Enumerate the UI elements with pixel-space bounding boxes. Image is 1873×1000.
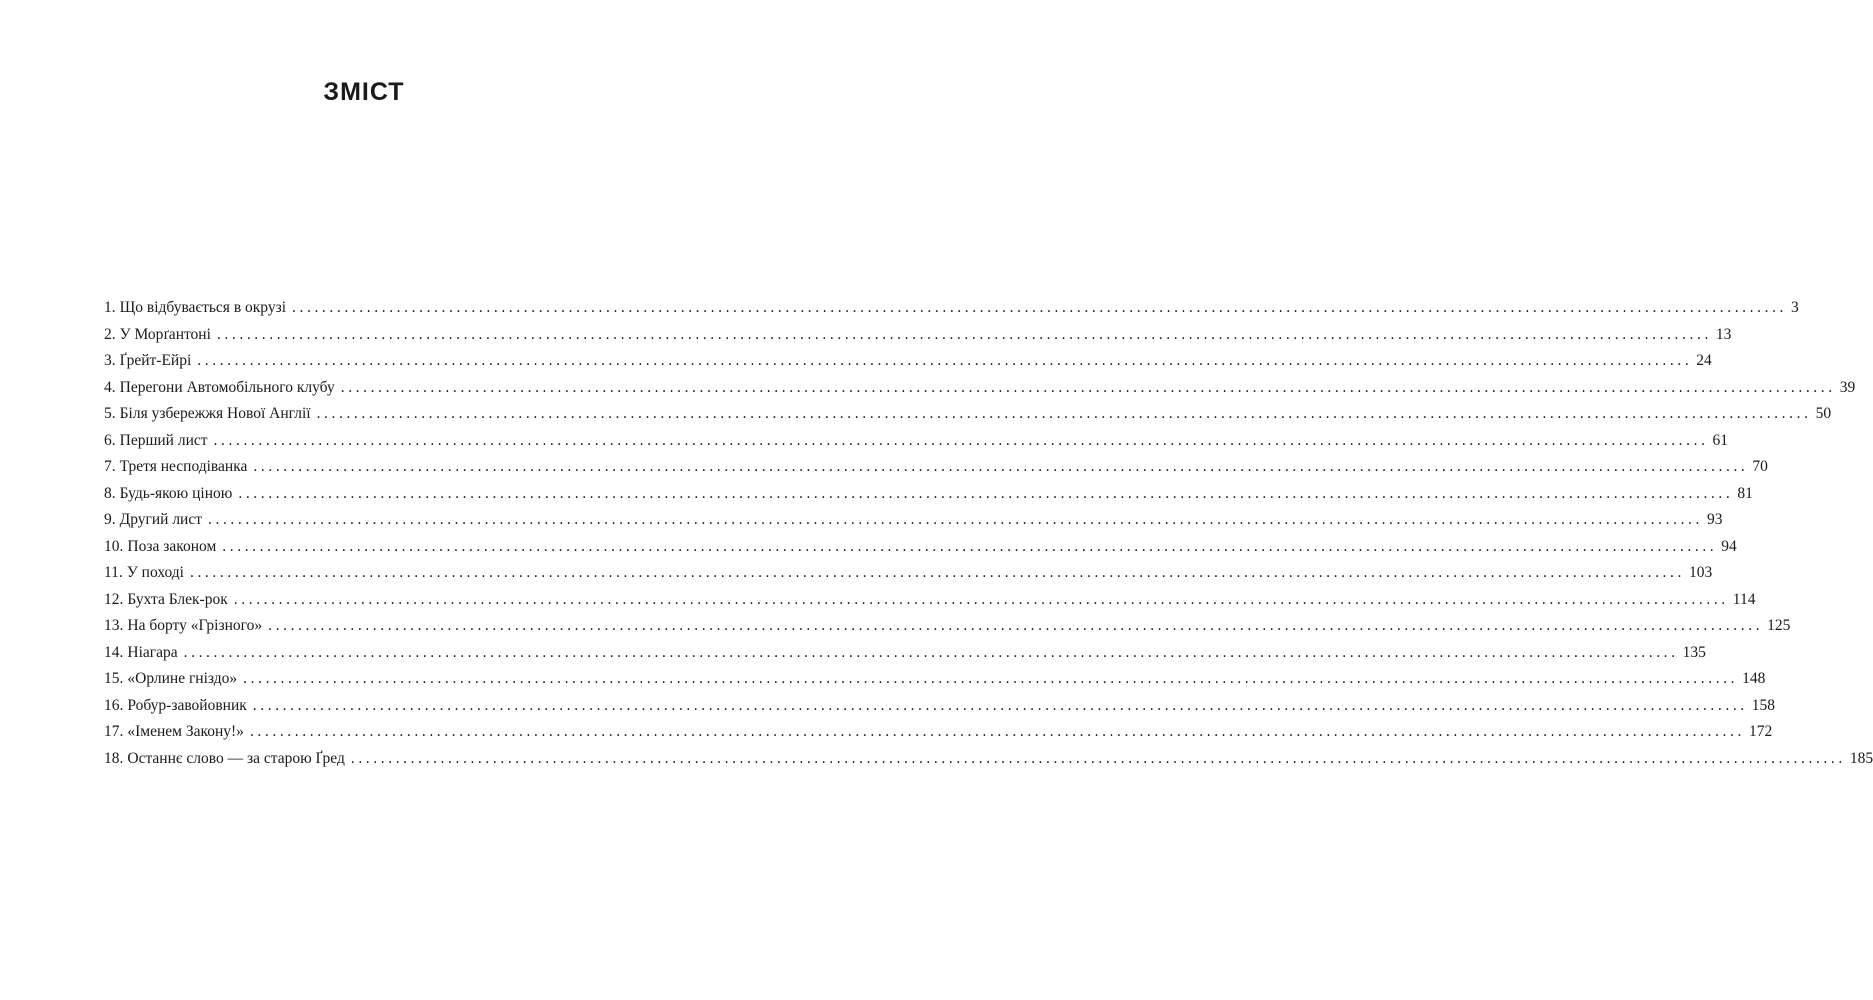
- toc-row-6: [104, 428, 1729, 455]
- toc-leader-dots: ........................................................................................................................................................................................................: [268, 617, 1764, 634]
- toc-entry-page: 93: [1707, 511, 1723, 528]
- toc-entry-title: У Морґантоні: [119, 325, 211, 343]
- toc-entry-page: 24: [1696, 352, 1712, 369]
- toc-row-11: [104, 560, 1713, 587]
- toc-entry-title: Останнє слово — за старою Ґред: [127, 749, 345, 767]
- toc-entry-label: [104, 613, 268, 640]
- toc-entry-number: 3.: [104, 352, 116, 369]
- toc-row-5: [104, 401, 1832, 428]
- toc-leader-dots: ........................................................................................................................................................................................................: [243, 670, 1739, 687]
- toc-entry-label: [104, 348, 197, 375]
- toc-entry-label: [104, 746, 351, 773]
- toc-entry-title: Перегони Автомобільного клубу: [119, 378, 335, 396]
- toc-entry-number: 17.: [104, 723, 124, 740]
- toc-row-17: [104, 719, 1773, 746]
- toc-entry-number: 12.: [104, 590, 124, 608]
- toc-entry-title: Перший лист: [119, 431, 208, 449]
- toc-entry-number: 4.: [104, 378, 116, 396]
- toc-entry-label: [104, 587, 234, 614]
- toc-entry-label: [104, 428, 214, 455]
- toc-entry-title: Поза законом: [127, 537, 217, 555]
- toc-leader-dots: ........................................................................................................................................................................................................: [340, 378, 1836, 396]
- toc-entry-label: [104, 640, 184, 667]
- toc-entry-title: Біля узбережжя Нової Англії: [119, 405, 311, 422]
- toc-row-12: [104, 587, 1756, 614]
- toc-leader-dots: ........................................................................................................................................................................................................: [222, 537, 1718, 555]
- toc-entry-page: 50: [1815, 405, 1832, 422]
- toc-entry-label: [104, 719, 250, 746]
- toc-entry-page: 94: [1721, 537, 1737, 555]
- toc-entry-label: [104, 693, 253, 720]
- toc-leader-dots: ........................................................................................................................................................................................................: [292, 299, 1788, 316]
- toc-entry-number: 2.: [104, 325, 116, 343]
- toc-entry-number: 1.: [104, 299, 116, 316]
- toc-row-13: [104, 613, 1791, 640]
- toc-entry-number: 7.: [104, 458, 116, 475]
- toc-entry-label: [104, 295, 292, 322]
- toc-entry-page: 158: [1751, 696, 1776, 714]
- toc-entry-page: 172: [1748, 723, 1773, 740]
- toc-entry-page: 135: [1682, 643, 1706, 661]
- toc-leader-dots: ........................................................................................................................................................................................................: [197, 352, 1693, 369]
- toc-entry-page: 148: [1742, 670, 1766, 687]
- toc-row-14: [104, 640, 1706, 667]
- toc-row-15: [104, 666, 1766, 693]
- toc-entry-title: Будь-якою ціною: [119, 484, 233, 502]
- toc-entry-number: 18.: [104, 749, 124, 767]
- toc-entry-label: [104, 481, 238, 508]
- toc-entry-title: Другий лист: [119, 511, 202, 528]
- table-of-contents: [104, 295, 1873, 772]
- toc-row-2: [104, 322, 1732, 349]
- toc-leader-dots: ........................................................................................................................................................................................................: [252, 696, 1748, 714]
- toc-entry-title: «Орлине гніздо»: [127, 670, 238, 687]
- toc-leader-dots: ........................................................................................................................................................................................................: [208, 511, 1703, 528]
- toc-entry-title: Бухта Блек-рок: [127, 590, 228, 608]
- toc-entry-page: 61: [1712, 431, 1729, 449]
- toc-entry-page: 39: [1839, 378, 1856, 396]
- toc-entry-page: 185: [1849, 749, 1873, 767]
- toc-entry-title: Що відбувається в окрузі: [119, 299, 287, 316]
- toc-entry-page: 125: [1767, 617, 1791, 634]
- toc-row-16: [104, 693, 1776, 720]
- toc-leader-dots: ........................................................................................................................................................................................................: [316, 405, 1812, 422]
- toc-entry-label: [104, 401, 317, 428]
- toc-entry-page: 70: [1752, 458, 1768, 475]
- toc-leader-dots: ........................................................................................................................................................................................................: [249, 723, 1745, 740]
- toc-leader-dots: ........................................................................................................................................................................................................: [213, 431, 1709, 449]
- toc-leader-dots: ........................................................................................................................................................................................................: [350, 749, 1846, 767]
- toc-entry-label: [104, 322, 217, 349]
- toc-entry-page: 13: [1715, 325, 1732, 343]
- toc-entry-number: 9.: [104, 511, 116, 528]
- toc-entry-title: Ніагара: [127, 643, 178, 661]
- toc-row-10: [104, 534, 1737, 561]
- toc-entry-number: 5.: [104, 405, 116, 422]
- toc-entry-number: 8.: [104, 484, 116, 502]
- toc-entry-page: 114: [1732, 590, 1756, 608]
- toc-entry-title: Робур-завойовник: [127, 696, 247, 714]
- page-title: ЗМІСТ: [323, 78, 405, 106]
- toc-entry-label: [104, 666, 243, 693]
- toc-entry-number: 14.: [104, 643, 124, 661]
- toc-entry-title: Третя несподіванка: [119, 458, 248, 475]
- toc-entry-label: [104, 454, 253, 481]
- toc-leader-dots: ........................................................................................................................................................................................................: [238, 484, 1734, 502]
- toc-row-7: [104, 454, 1768, 481]
- toc-entry-label: [104, 375, 341, 402]
- toc-leader-dots: ........................................................................................................................................................................................................: [253, 458, 1749, 475]
- toc-entry-number: 16.: [104, 696, 124, 714]
- toc-entry-title: «Іменем Закону!»: [127, 723, 244, 740]
- toc-entry-number: 6.: [104, 431, 116, 449]
- toc-entry-page: 81: [1737, 484, 1753, 502]
- toc-entry-number: 15.: [104, 670, 124, 687]
- toc-entry-label: [104, 507, 208, 534]
- toc-entry-title: У поході: [126, 564, 184, 581]
- toc-row-3: [104, 348, 1712, 375]
- toc-entry-number: 13.: [104, 617, 124, 634]
- toc-entry-label: [104, 560, 190, 587]
- toc-entry-title: Ґрейт-Ейрі: [119, 352, 192, 369]
- toc-leader-dots: ........................................................................................................................................................................................................: [216, 325, 1712, 343]
- toc-row-18: [104, 746, 1873, 773]
- toc-entry-number: 11.: [104, 564, 123, 581]
- toc-entry-page: 103: [1688, 564, 1713, 581]
- toc-leader-dots: ........................................................................................................................................................................................................: [183, 643, 1679, 661]
- toc-row-9: [104, 507, 1723, 534]
- toc-leader-dots: ........................................................................................................................................................................................................: [233, 590, 1729, 608]
- toc-row-1: [104, 295, 1799, 322]
- toc-entry-label: [104, 534, 222, 561]
- toc-entry-page: 3: [1791, 299, 1799, 316]
- toc-leader-dots: ........................................................................................................................................................................................................: [189, 564, 1685, 581]
- toc-row-4: [104, 375, 1856, 402]
- toc-entry-title: На борту «Грізного»: [127, 617, 263, 634]
- toc-row-8: [104, 481, 1753, 508]
- toc-entry-number: 10.: [104, 537, 124, 555]
